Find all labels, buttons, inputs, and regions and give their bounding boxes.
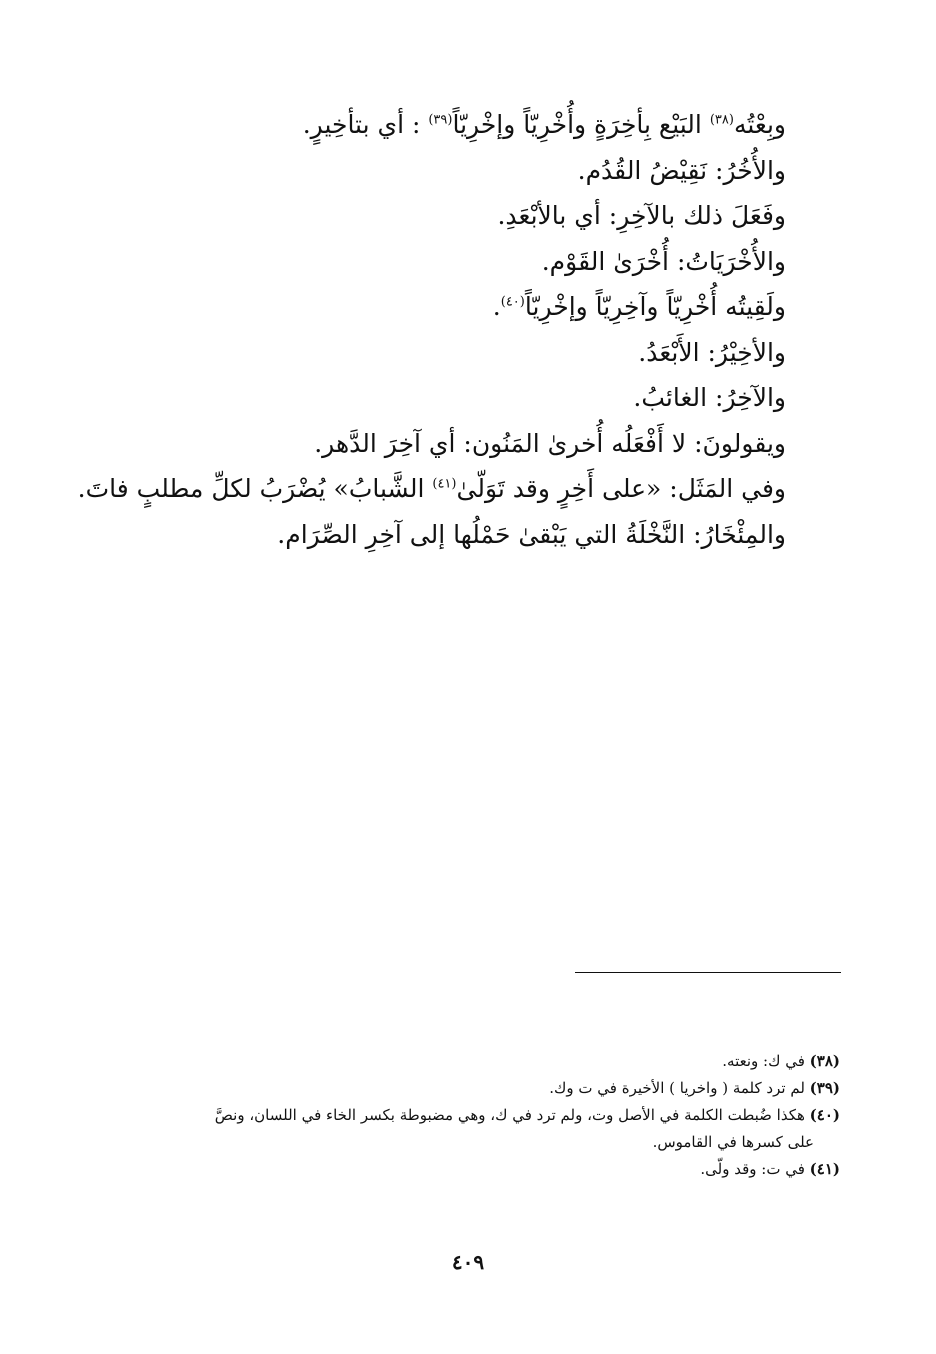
footnote-text: في ك: ونعته.	[722, 1052, 810, 1070]
text-line: ويقولونَ: لا أَفْعَلُه أُخرىٰ المَنُون: أي آخِرَ الدَّهر.	[314, 428, 786, 458]
footnote-ref: (٤٠)	[500, 294, 525, 310]
footnote-divider	[575, 972, 841, 973]
main-text-body	[77, 102, 786, 557]
footnote-text: هكذا ضُبطت الكلمة في الأصل وت، ولم ترد في ك، وهي مضبوطة بكسر الخاء في اللسان، ونصَّ	[214, 1106, 810, 1124]
text-segment: : أي بتأخِيرٍ.	[302, 110, 429, 139]
text-line: والأُخْرَيَاتُ: أُخْرَىٰ القَوْم.	[541, 246, 786, 276]
text-segment: .	[492, 292, 501, 321]
text-segment: البَيْع بِأخِرَةٍ وأُخْرِيّاً وإخْرِيّاً	[452, 110, 710, 139]
text-segment: الشَّبابُ» يُضْرَبُ لكلِّ مطلبٍ فاتَ.	[77, 474, 433, 503]
text-line	[126, 284, 786, 330]
footnote-text: في ت: وقد ولّى.	[700, 1160, 810, 1178]
text-line: والأخِيْرُ: الأَبْعَدُ.	[638, 337, 786, 367]
footnote-text: لم ترد كلمة ( واخريا ) الأخيرة في ت وك.	[549, 1079, 810, 1097]
footnote	[100, 1102, 840, 1129]
text-line: والأُخُرُ: نَقِيْضُ القُدُم.	[577, 155, 786, 185]
footnote-ref: (٣٩)	[428, 112, 453, 128]
footnote-number: (٤٠)	[809, 1106, 840, 1124]
text-segment: ولَقِيتُه أُخْرِيّاً وآخِرِيّاً وإخْرِيّاً	[524, 292, 786, 321]
footnote-continuation	[100, 1129, 840, 1156]
page-number: ٤٠٩	[451, 1250, 485, 1274]
text-line: والآخِرُ: الغائبُ.	[633, 383, 786, 412]
text-line	[126, 102, 786, 148]
footnote-ref: (٤١)	[432, 476, 457, 492]
footnote-ref: (٣٨)	[709, 112, 734, 128]
text-segment: وبِعْتُه	[733, 110, 786, 139]
text-line: وفَعَلَ ذلك بالآخِرِ: أي بالأبْعَدِ.	[497, 201, 786, 230]
footnote	[100, 1075, 840, 1102]
footnote	[100, 1156, 840, 1183]
footnotes-section	[100, 1048, 840, 1183]
text-line: والمِئْخَارُ: النَّخْلَةُ التي يَبْقىٰ حَمْلُها إلى آخِرِ الصِّرَام.	[277, 519, 786, 549]
footnote-number: (٣٩)	[809, 1079, 840, 1097]
text-line	[77, 466, 786, 512]
footnote-number: (٣٨)	[809, 1052, 840, 1070]
footnote-number: (٤١)	[809, 1160, 840, 1178]
footnote	[100, 1048, 840, 1075]
text-segment: وفي المَثَل: «على أَخِرٍ وقد تَوَلّىٰ	[456, 474, 786, 503]
footnote-text: على كسرها في القاموس.	[652, 1133, 814, 1151]
